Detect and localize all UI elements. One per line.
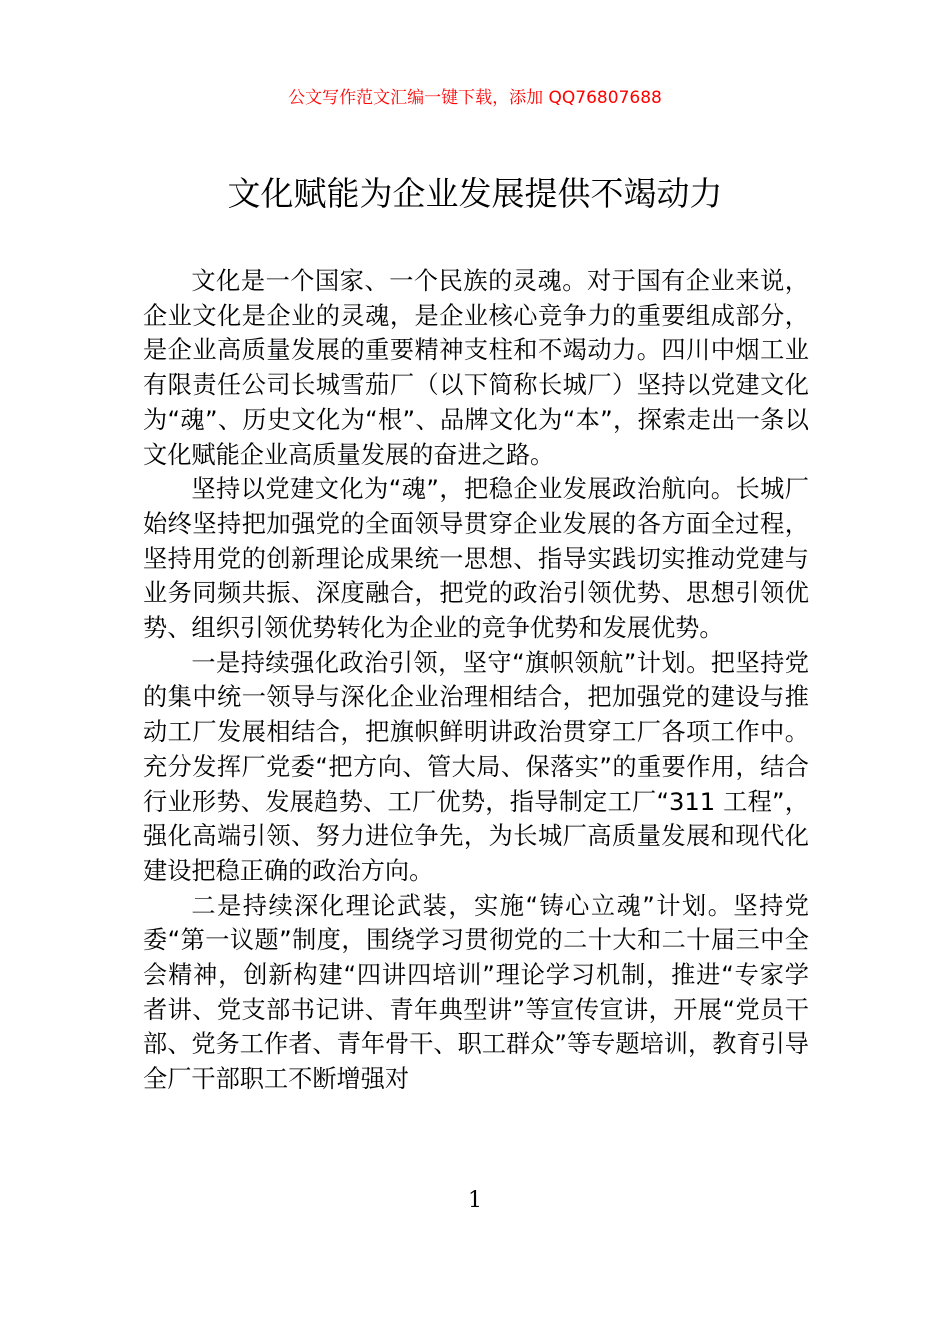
paragraph-political-guidance: 一是持续强化政治引领，坚守“旗帜领航”计划。把坚持党的集中统一领导与深化企业治理相结合，把加强党的建设与推动工厂发展相结合，把旗帜鲜明讲政治贯穿工厂各项工作中。充分发挥厂党委“把方向、管大局、保落实”的重要作用，结合行业形势、发展趋势、工厂优势，指导制定工厂“311 工程”，强化高端引领、努力进位争先，为长城厂高质量发展和现代化建设把稳正确的政治方向。 bbox=[143, 648, 809, 885]
paragraph-party-culture: 坚持以党建文化为“魂”，把稳企业发展政治航向。长城厂始终坚持把加强党的全面领导贯穿企业发展的各方面全过程，坚持用党的创新理论成果统一思想、指导实践切实推动党建与业务同频共振、深度融合，把党的政治引领优势、思想引领优势、组织引领优势转化为企业的竞争优势和发展优势。 bbox=[143, 475, 809, 643]
document-body bbox=[143, 264, 809, 1097]
paragraph-theory-study: 二是持续深化理论武装，实施“铸心立魂”计划。坚持党委“第一议题”制度，围绕学习贯彻党的二十大和二十届三中全会精神，创新构建“四讲四培训”理论学习机制，推进“专家学者讲、党支部书记讲、青年典型讲”等宣传宣讲，开展“党员干部、党务工作者、青年骨干、职工群众”等专题培训，教育引导全厂干部职工不断增强对 bbox=[143, 891, 809, 1094]
page-number: 1 bbox=[468, 1188, 482, 1213]
paragraph-intro: 文化是一个国家、一个民族的灵魂。对于国有企业来说，企业文化是企业的灵魂，是企业核心竞争力的重要组成部分，是企业高质量发展的重要精神支柱和不竭动力。四川中烟工业有限责任公司长城雪茄厂（以下简称长城厂）坚持以党建文化为“魂”、历史文化为“根”、品牌文化为“本”，探索走出一条以文化赋能企业高质量发展的奋进之路。 bbox=[143, 267, 809, 469]
download-notice: 公文写作范文汇编一键下载，添加 QQ76807688 bbox=[288, 88, 662, 108]
document-title: 文化赋能为企业发展提供不竭动力 bbox=[227, 174, 723, 213]
